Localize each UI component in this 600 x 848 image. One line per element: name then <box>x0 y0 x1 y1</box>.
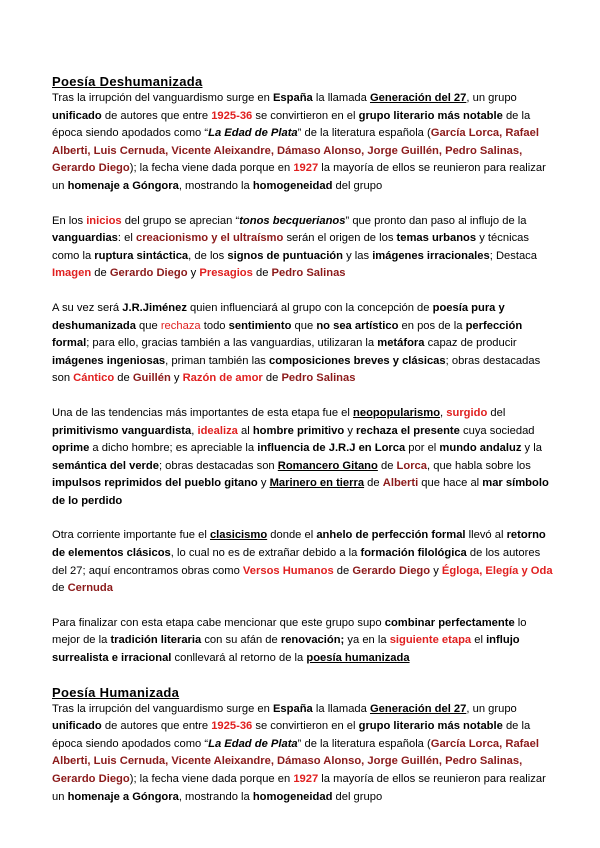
text-run: a dicho hombre; es apreciable la <box>89 442 258 455</box>
text-run: poesía humanizada <box>306 652 410 665</box>
text-run: clasicismo <box>209 529 268 542</box>
text-run: metáfora <box>377 337 425 350</box>
text-run: de autores que entre <box>101 720 212 733</box>
text-run: de la época siendo apodados como “ <box>52 109 531 140</box>
text-run: , priman también las <box>165 354 270 367</box>
text-run: del grupo se aprecian “ <box>121 214 240 227</box>
text-run: , <box>191 424 198 437</box>
text-run: Gerardo Diego <box>352 564 431 577</box>
text-run: Versos Humanos <box>242 564 334 577</box>
text-run: vanguardias <box>52 232 118 245</box>
text-run: de <box>52 582 68 595</box>
text-run: con su afán de <box>201 634 281 647</box>
text-run: mar símbolo de lo perdido <box>52 477 549 507</box>
text-run: cuya sociedad <box>459 424 535 437</box>
text-run: llevó al <box>465 529 507 542</box>
text-run: Cántico <box>73 372 115 385</box>
paragraph-jr-jimenez <box>52 300 556 388</box>
text-run: , un grupo <box>466 702 517 715</box>
paragraph-neopopularismo <box>52 405 556 511</box>
text-run: Tras la irrupción del vanguardismo surge en <box>52 92 273 104</box>
text-run: y <box>430 564 442 577</box>
text-run: Razón de amor <box>182 372 263 385</box>
text-run: por el <box>405 442 440 455</box>
text-run: Generación del 27 <box>369 702 467 715</box>
text-run: Alberti <box>382 477 419 490</box>
text-run: la llamada <box>312 92 370 104</box>
text-run: la mayoría de ellos se reunieron para realizar un <box>52 773 546 803</box>
text-run: , mostrando la <box>178 179 253 192</box>
text-run: grupo literario más notable <box>358 720 503 733</box>
text-run: , de los <box>188 249 228 262</box>
text-run: Una de las tendencias más importantes de esta etapa fue el <box>52 406 354 419</box>
text-run: 1925-36 <box>211 720 253 733</box>
text-run: retorno de elementos clásicos <box>52 529 546 560</box>
text-run: ; para ello, gracias también a las vanguardias, utilizaran la <box>86 337 378 350</box>
text-run: tonos becquerianos <box>239 214 346 227</box>
text-run: y las <box>342 249 373 262</box>
text-run: de autores que entre <box>101 109 212 122</box>
text-run: sentimiento <box>228 319 292 332</box>
text-run: imágenes irracionales <box>372 249 490 262</box>
text-run: ); la fecha viene dada porque en <box>129 773 294 785</box>
text-run: ” que pronto dan paso al influjo de la <box>345 214 527 227</box>
text-run: homogeneidad <box>252 790 333 803</box>
text-run: , lo cual no es de extrañar debido a la <box>170 547 361 560</box>
text-run: 1927 <box>293 162 319 175</box>
text-run: al <box>237 424 253 437</box>
heading-poesia-deshumanizada: Poesía Deshumanizada <box>52 74 203 89</box>
text-run: combinar perfectamente <box>384 616 515 629</box>
text-run: Pedro Salinas <box>271 267 346 280</box>
text-run: de <box>262 372 282 385</box>
text-run: , un grupo <box>466 92 517 104</box>
text-run: J.R.Jiménez <box>122 301 187 314</box>
text-run: de <box>333 564 353 577</box>
text-run: grupo literario más notable <box>358 109 503 122</box>
text-run: Marinero en tierra <box>269 477 365 490</box>
text-run: del grupo <box>332 790 383 803</box>
text-run: España <box>272 92 313 104</box>
text-run: En los <box>52 214 87 227</box>
text-run: Generación del 27 <box>369 92 467 104</box>
text-run: Para finalizar con esta etapa cabe mencionar que este grupo supo <box>52 616 385 629</box>
text-run: impulsos reprimidos del pueblo gitano <box>52 477 258 490</box>
text-run: anhelo de perfección formal <box>316 529 466 542</box>
text-run: 1927 <box>293 773 319 785</box>
text-run: España <box>272 702 313 715</box>
text-run: La Edad de Plata <box>208 127 298 140</box>
text-run: Gerardo Diego <box>109 267 188 280</box>
document-page <box>52 73 556 823</box>
text-run: surgido <box>446 406 488 419</box>
text-run: homenaje a Góngora <box>67 179 179 192</box>
text-run: de <box>377 459 397 472</box>
text-run: y <box>257 477 270 490</box>
text-run: composiciones breves y clásicas <box>269 354 446 367</box>
text-run: serán el origen de los <box>283 232 397 245</box>
text-run: semántica del verde <box>52 459 159 472</box>
text-run: creacionismo y el ultraísmo <box>135 232 284 245</box>
text-run: de los autores del 27; aquí encontramos obras como <box>52 547 541 577</box>
text-run: García Lorca, Rafael Alberti, Luis Cernuda, Vicente Aleixandre, Dámaso Alonso, Jorge Guillén, Pedro Salinas, Gerardo Diego <box>52 127 539 175</box>
text-run: y <box>170 372 183 385</box>
text-run: , mostrando la <box>178 790 253 803</box>
paragraph-generacion-27 <box>52 90 556 196</box>
text-run: García Lorca, Rafael Alberti, Luis Cernuda, Vicente Aleixandre, Dámaso Alonso, Jorge Guillén, Pedro Salinas, Gerardo Diego <box>52 737 539 785</box>
text-run: hombre primitivo <box>252 424 345 437</box>
text-run: Guillén <box>132 372 171 385</box>
text-run: neopopularismo <box>353 406 441 419</box>
text-run: Presagios <box>199 267 253 280</box>
text-run: y técnicas como la <box>52 232 529 262</box>
text-run: que <box>135 319 161 332</box>
text-run: oprime <box>52 442 90 455</box>
text-run: la mayoría de ellos se reunieron para realizar un <box>52 162 546 192</box>
text-run: perfección formal <box>52 319 523 350</box>
paragraph-clasicismo <box>52 527 556 597</box>
text-run: ; obras destacadas son <box>52 354 541 385</box>
text-run: en pos de la <box>398 319 466 332</box>
text-run: no sea artístico <box>316 319 399 332</box>
text-run: A su vez será <box>52 301 123 314</box>
text-run: , que habla sobre los <box>427 459 531 472</box>
text-run: tradición literaria <box>110 634 202 647</box>
text-run: se convirtieron en el <box>252 720 359 733</box>
text-run: y <box>344 424 357 437</box>
text-run: rechaza <box>160 319 201 332</box>
text-run: todo <box>200 319 229 332</box>
text-run: ; Destaca <box>489 249 537 262</box>
text-run: de la época siendo apodados como “ <box>52 720 531 750</box>
text-run: , <box>440 406 447 419</box>
paragraph-inicios <box>52 213 556 283</box>
text-run: Otra corriente importante fue el <box>52 529 210 542</box>
text-run: primitivismo vanguardista <box>52 424 192 437</box>
text-run: : el <box>117 232 136 245</box>
text-run: imágenes ingeniosas <box>52 354 166 367</box>
text-run: de <box>364 477 383 490</box>
text-run: conllevará al retorno de la <box>171 652 307 665</box>
text-run: lo mejor de la <box>52 616 527 647</box>
text-run: Imagen <box>52 267 92 280</box>
text-run: influencia de J.R.J en Lorca <box>257 442 406 455</box>
paragraph-finalizar <box>52 615 556 668</box>
text-run: Lorca <box>396 459 427 472</box>
text-run: se convirtieron en el <box>252 109 359 122</box>
heading-poesia-humanizada: Poesía Humanizada <box>52 684 180 700</box>
text-run: homogeneidad <box>252 179 333 192</box>
text-run: unificado <box>52 109 102 122</box>
text-run: signos de puntuación <box>227 249 343 262</box>
text-run: temas urbanos <box>396 232 477 245</box>
text-run: donde el <box>267 529 317 542</box>
text-run: Cernuda <box>67 582 113 595</box>
text-run: homenaje a Góngora <box>67 790 179 803</box>
text-run: 1925-36 <box>211 109 253 122</box>
text-run: ); la fecha viene dada porque en <box>129 162 294 175</box>
paragraph-generacion-27-repeat <box>52 701 556 807</box>
text-run: ” de la literatura española ( <box>297 737 431 750</box>
text-run: influjo surrealista e irracional <box>52 634 520 665</box>
text-run: que <box>291 319 317 332</box>
text-run: y <box>187 267 200 280</box>
text-run: poesía pura y deshumanizada <box>52 301 505 332</box>
text-run: y la <box>521 442 542 455</box>
text-run: Pedro Salinas <box>281 372 356 385</box>
text-run: inicios <box>86 214 122 227</box>
text-run: de <box>114 372 133 385</box>
text-run: que hace al <box>418 477 483 490</box>
text-run: renovación; <box>280 634 345 647</box>
text-run: de <box>252 267 272 280</box>
text-run: siguiente etapa <box>389 634 472 647</box>
text-run: el <box>471 634 487 647</box>
text-run: formación filológica <box>360 547 467 560</box>
text-run: rechaza el presente <box>356 424 460 437</box>
text-run: ; obras destacadas son <box>158 459 278 472</box>
text-run: del <box>487 406 506 419</box>
text-run: ya en la <box>344 634 390 647</box>
text-run: capaz de producir <box>424 337 517 350</box>
text-run: ” de la literatura española ( <box>297 127 431 140</box>
text-run: mundo andaluz <box>439 442 522 455</box>
text-run: La Edad de Plata <box>208 737 298 750</box>
text-run: ruptura sintáctica <box>94 249 189 262</box>
text-run: idealiza <box>197 424 238 437</box>
text-run: la llamada <box>312 702 370 715</box>
text-run: del grupo <box>332 179 383 192</box>
text-run: quien influenciará al grupo con la concepción de <box>186 301 433 314</box>
text-run: Tras la irrupción del vanguardismo surge en <box>52 702 273 715</box>
text-run: unificado <box>52 720 102 733</box>
text-run: Romancero Gitano <box>277 459 378 472</box>
text-run: Égloga, Elegía y Oda <box>441 564 553 577</box>
text-run: de <box>91 267 110 280</box>
